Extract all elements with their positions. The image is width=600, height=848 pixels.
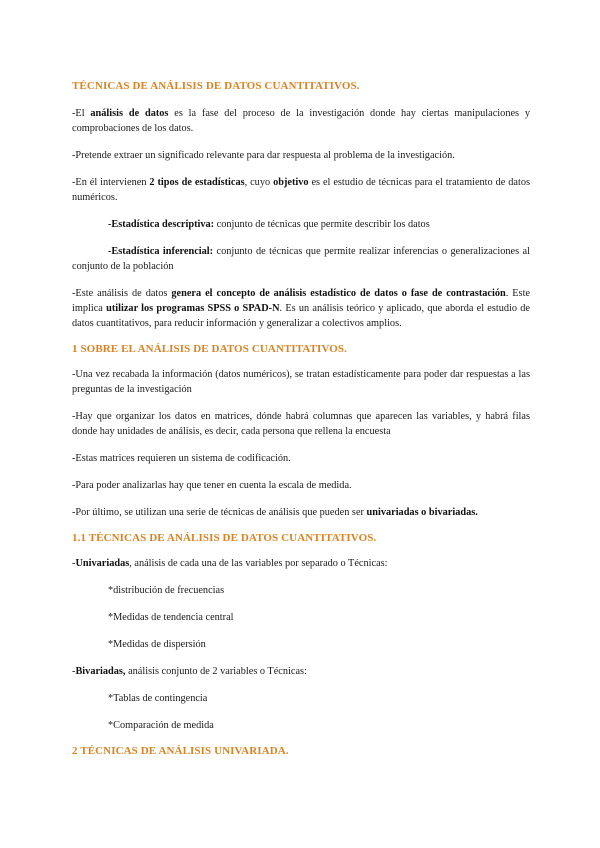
main-heading: TÉCNICAS DE ANÁLISIS DE DATOS CUANTITATIVOS. — [72, 80, 360, 92]
paragraph-descriptive: -Estadística descriptiva: conjunto de técnicas que permite describir los datos — [108, 219, 430, 230]
paragraph-meaning: -Pretende extraer un significado relevante para dar respuesta al problema de la investigación. — [72, 150, 455, 161]
paragraph-scale: -Para poder analizarlas hay que tener en cuenta la escala de medida. — [72, 480, 352, 491]
document-body — [72, 80, 530, 757]
paragraph-univariate: -Univariadas, análisis de cada una de las variables por separado o Técnicas: — [72, 558, 388, 569]
paragraph-inferential: -Estadística inferencial: conjunto de técnicas que permite realizar inferencias o generalizaciones al conjunto de la población — [72, 246, 530, 272]
paragraph-coding: -Estas matrices requieren un sistema de codificación. — [72, 453, 291, 464]
section-heading-1: 1 SOBRE EL ANÁLISIS DE DATOS CUANTITATIVOS. — [72, 343, 347, 355]
paragraph-contrast-phase: -Este análisis de datos genera el concepto de análisis estadístico de datos o fase de contrastación. Este implica utilizar los programas SPSS o SPAD-N. Es un análisis teórico y aplicado, que aborda el estudio de datos cuantitativos, para reducir información y generalizar a colectivos amplios. — [72, 288, 530, 329]
paragraph-techniques: -Por último, se utilizan una serie de técnicas de análisis que pueden ser univariadas o bivariadas. — [72, 507, 478, 518]
list-item-bivariate: *Tablas de contingencia — [108, 693, 208, 704]
paragraph-data-analysis: -El análisis de datos es la fase del proceso de la investigación donde hay ciertas manipulaciones y comprobaciones de los datos. — [72, 108, 531, 134]
section-heading-2: 2 TÉCNICAS DE ANÁLISIS UNIVARIADA. — [72, 745, 289, 757]
paragraph-bivariate: -Bivariadas, análisis conjunto de 2 variables o Técnicas: — [72, 666, 307, 677]
list-item-univariate: *Medidas de dispersión — [108, 639, 206, 650]
paragraph-matrices: -Hay que organizar los datos en matrices, dónde habrá columnas que aparecen las variables, y habrá filas donde hay unidades de análisis, es decir, cada persona que rellena la encuesta — [72, 411, 530, 437]
paragraph-statistics-types: -En él intervienen 2 tipos de estadísticas, cuyo objetivo es el estudio de técnicas para el tratamiento de datos numéricos. — [72, 177, 530, 203]
list-item-univariate: *Medidas de tendencia central — [108, 612, 234, 623]
section-heading-1-1: 1.1 TÉCNICAS DE ANÁLISIS DE DATOS CUANTITATIVOS. — [72, 532, 377, 544]
paragraph-collected-info: -Una vez recabada la información (datos numéricos), se tratan estadísticamente para poder dar respuestas a las preguntas de la investigación — [72, 369, 530, 395]
list-item-univariate: *distribución de frecuencias — [108, 585, 225, 596]
list-item-bivariate: *Comparación de medida — [108, 720, 214, 731]
